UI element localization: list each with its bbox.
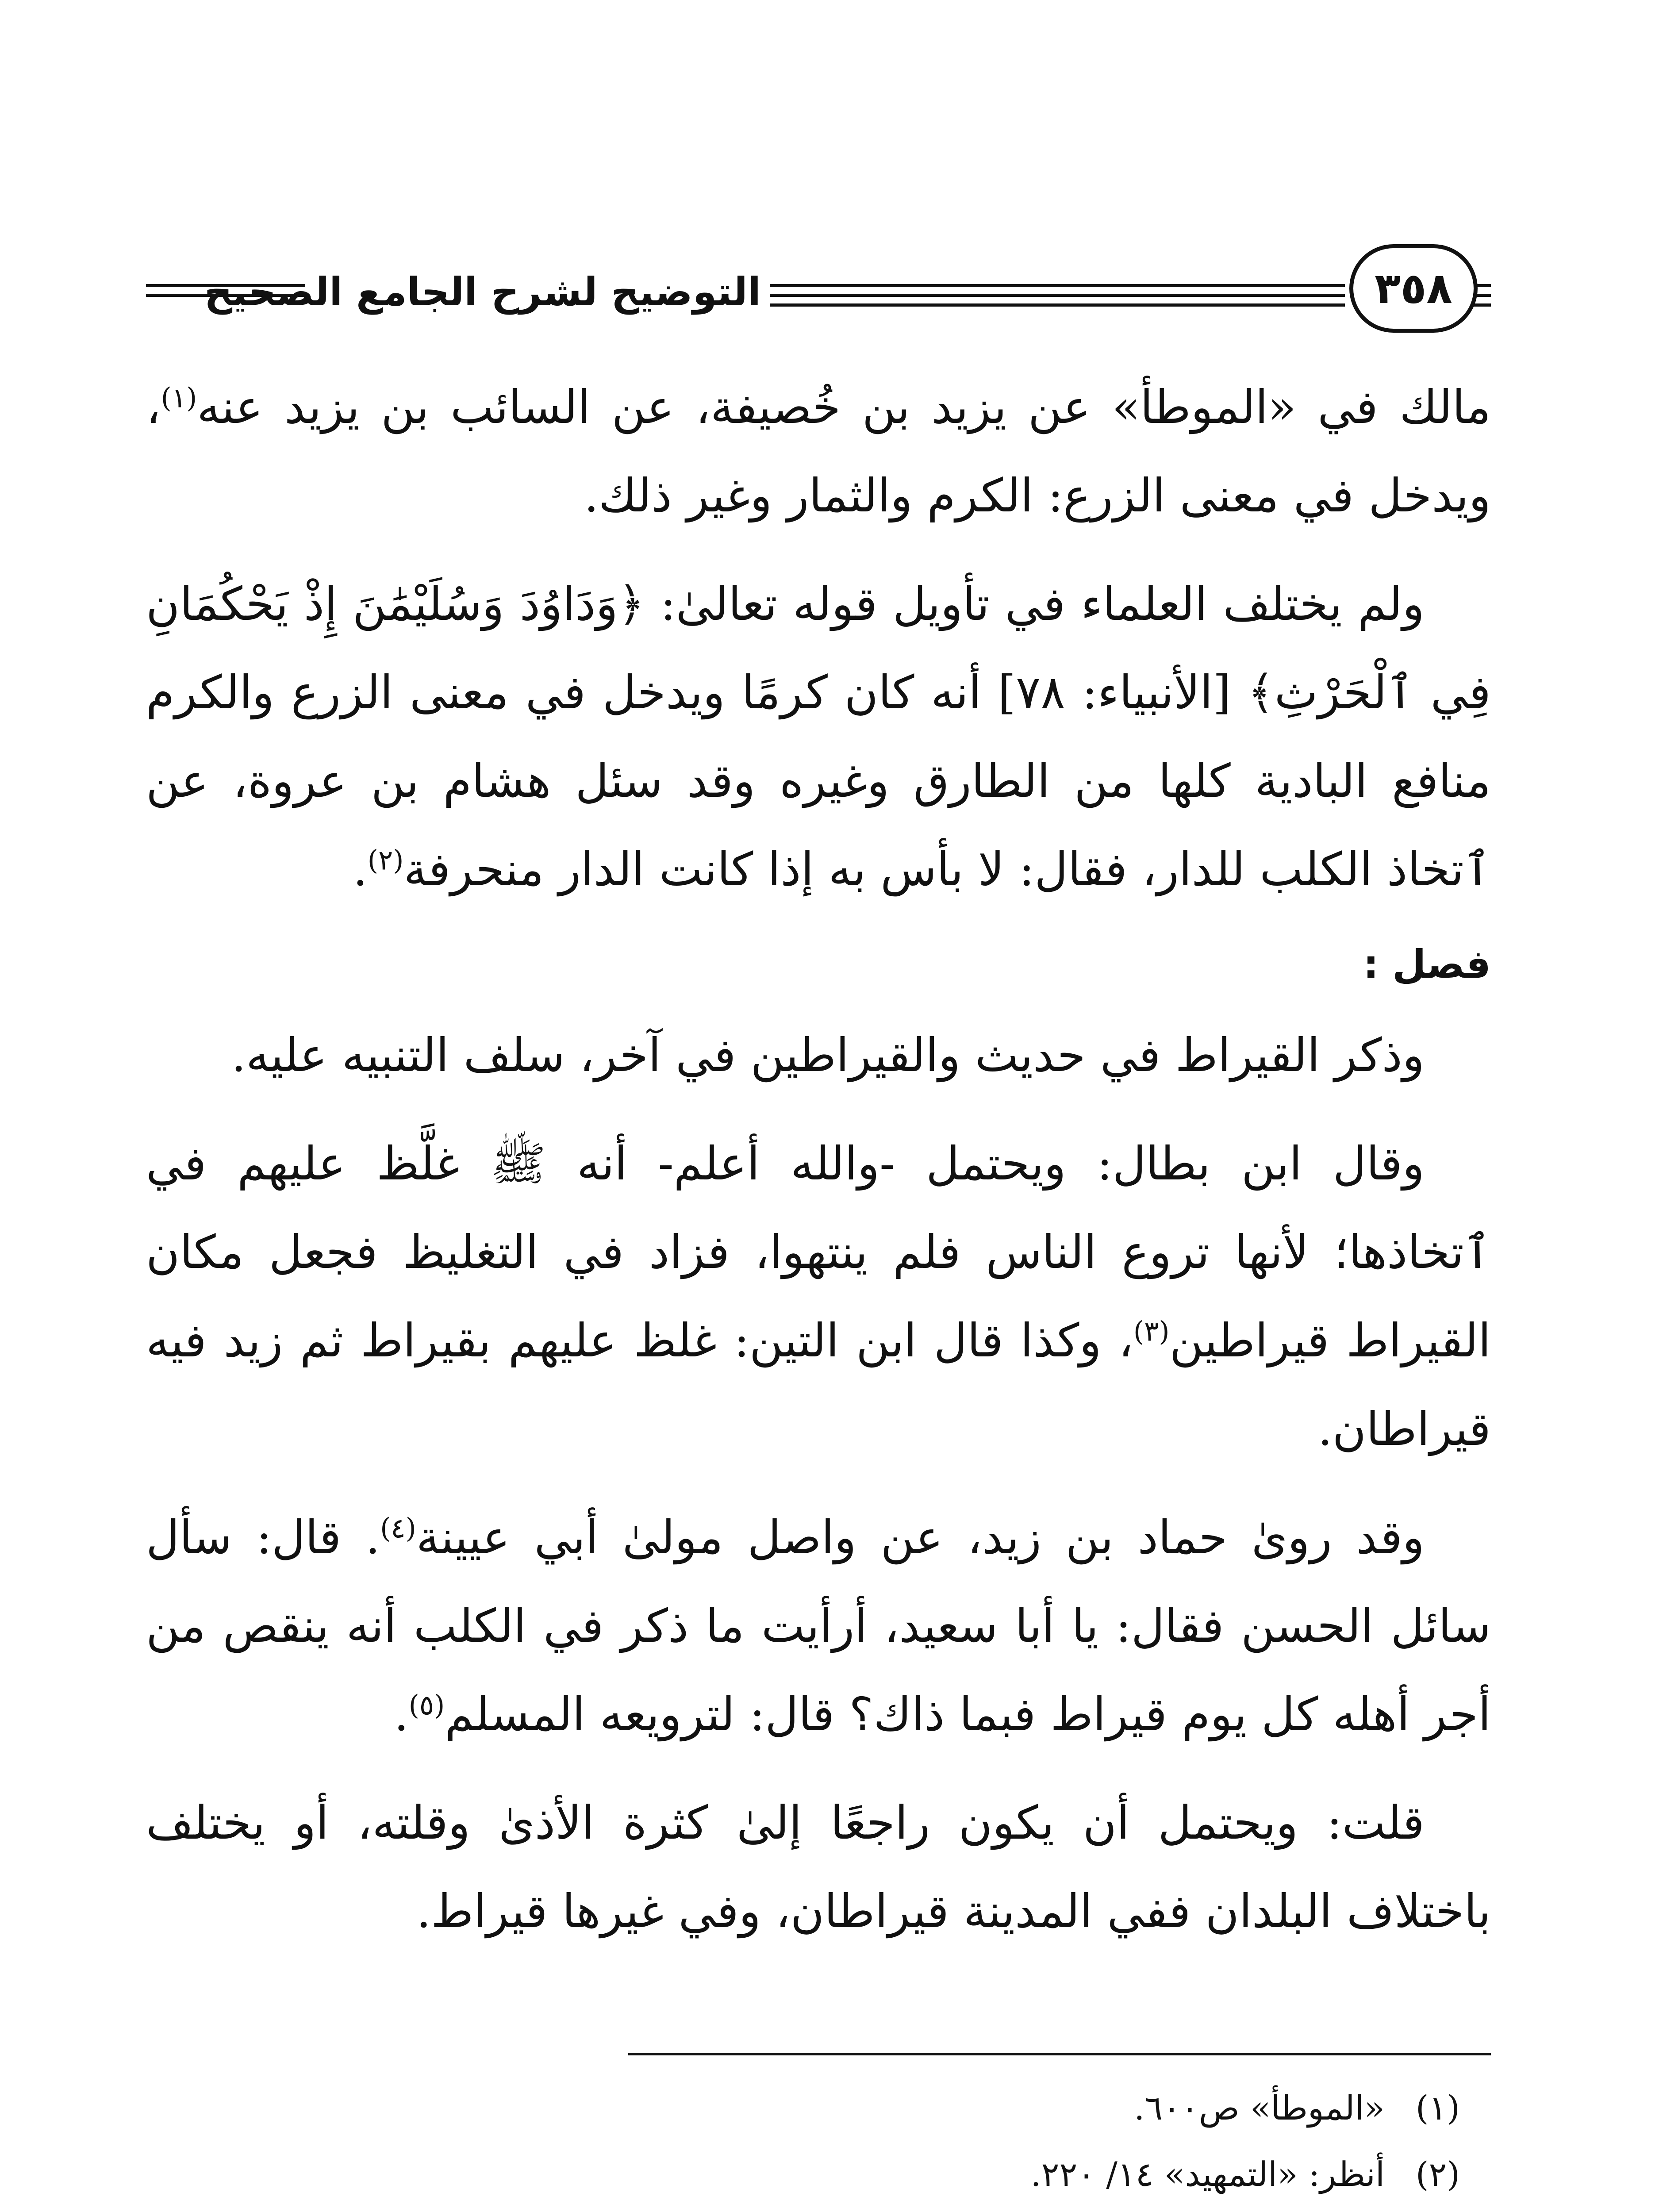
page-number: ٣٥٨ <box>1375 264 1452 313</box>
footnote-text: «الموطأ» ص٦٠٠. <box>1134 2088 1385 2128</box>
footnote-number: (٢) <box>1415 2154 1460 2194</box>
footnote-separator <box>628 2053 1491 2055</box>
paragraph <box>146 560 1491 914</box>
footnote-ref: (١) <box>161 381 197 414</box>
paragraph-text: ، وكذا قال ابن التين: غلظ عليهم بقيراط ثم زيد فيه قيراطان. <box>146 1313 1491 1456</box>
footnote <box>146 2208 1491 2212</box>
paragraph <box>146 1011 1491 1099</box>
footnote-ref: (٤) <box>380 1512 416 1544</box>
footnote-number <box>1385 2208 1460 2212</box>
paragraph <box>146 363 1491 540</box>
header-rule <box>770 284 1345 287</box>
paragraph-text: . <box>353 842 368 896</box>
footnote-ref: (٥) <box>408 1689 445 1721</box>
footnote-number: (١) <box>1415 2088 1460 2128</box>
paragraph <box>146 1119 1491 1473</box>
paragraph-text: وقال ابن بطال: ويحتمل -والله أعلم- أنه ﷺ غلَّظ عليهم في ٱتخاذها؛ لأنها تروع الناس فلم ينتهوا، فزاد في التغليظ فجعل مكان القيراط قيراطين <box>146 1137 1491 1367</box>
footnote-ref: (٢) <box>367 844 404 876</box>
header-rule <box>1473 303 1491 307</box>
footnote-text <box>146 2208 1385 2212</box>
header-rule <box>770 294 1345 297</box>
footnote-text: أنظر: «التمهيد» ١٤/ ٢٢٠. <box>1030 2154 1385 2194</box>
footnote <box>146 2075 1491 2141</box>
page-number-badge <box>1349 244 1478 333</box>
paragraph-text: . <box>394 1687 409 1741</box>
footnote-ref: (٣) <box>1133 1315 1170 1348</box>
paragraph <box>146 1493 1491 1759</box>
footnotes <box>146 2075 1491 2212</box>
paragraph-text: . قال: سأل سائل الحسن فقال: يا أبا سعيد، أرأيت ما ذكر في الكلب أنه ينقص من أجر أهله كل يوم قيراط فبما ذاك؟ قال: لترويعه المسلم <box>146 1510 1491 1741</box>
main-text <box>146 363 1491 1955</box>
paragraph-text: ، ويدخل في معنى الزرع: الكرم والثمار وغير ذلك. <box>146 380 1491 522</box>
section-heading: فصل : <box>1363 941 1491 987</box>
paragraph-text: ولم يختلف العلماء في تأويل قوله تعالىٰ: ﴿وَدَاوُدَ وَسُلَيْمَٰنَ إِذْ يَحْكُمَانِ فِي ٱلْحَرْثِ﴾ [الأنبياء: ٧٨] أنه كان كرمًا ويدخل في معنى الزرع والكرم منافع البادية كلها من الطارق وغيره وقد سئل هشام بن عروة، عن ٱتخاذ الكلب للدار، فقال: لا بأس به إذا كانت الدار منحرفة <box>146 577 1491 896</box>
paragraph-text: وقد روىٰ حماد بن زيد، عن واصل مولىٰ أبي عيينة <box>416 1510 1425 1564</box>
footnote <box>146 2141 1491 2208</box>
running-title: التوضيح لشرح الجامع الصحيح <box>204 269 761 315</box>
paragraph-text: قلت: ويحتمل أن يكون راجعًا إلىٰ كثرة الأذىٰ وقلته، أو يختلف باختلاف البلدان ففي المدينة قيراطان، وفي غيرها قيراط. <box>146 1796 1491 1938</box>
paragraph-text: وذكر القيراط في حديث والقيراطين في آخر، سلف التنبيه عليه. <box>231 1028 1425 1082</box>
header-rule <box>770 303 1345 307</box>
paragraph-text: مالك في «الموطأ» عن يزيد بن خُصيفة، عن السائب بن يزيد عنه <box>197 380 1491 434</box>
running-header <box>146 234 1491 345</box>
paragraph <box>146 1778 1491 1955</box>
